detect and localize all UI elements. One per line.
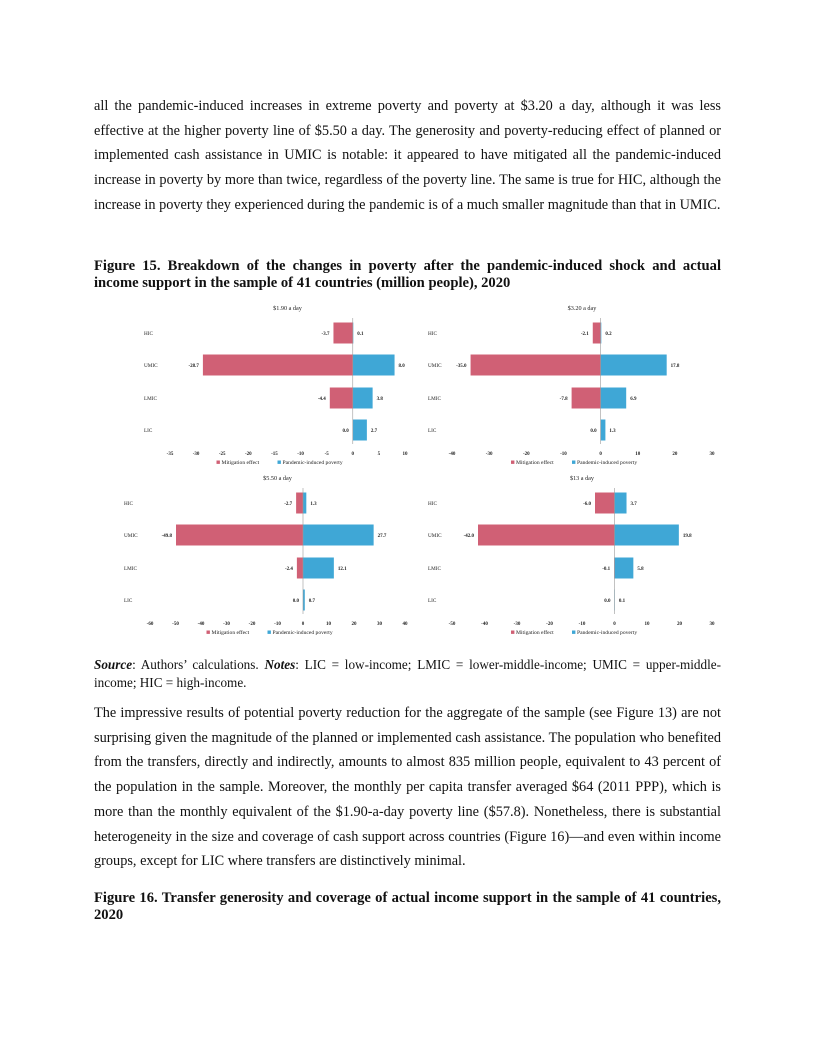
bar-pandemic-induced-poverty-lmic — [615, 558, 634, 579]
bar-pandemic-induced-poverty-umic — [303, 525, 374, 546]
legend-label-mitigation: Mitigation effect — [516, 630, 554, 636]
data-label-pandemic-induced-poverty-umic: 27.7 — [377, 534, 387, 539]
bar-mitigation-effect-hic — [593, 323, 601, 344]
bar-mitigation-effect-umic — [203, 355, 353, 376]
legend-label-mitigation: Mitigation effect — [221, 460, 260, 466]
bar-mitigation-effect-hic — [595, 493, 615, 514]
data-label-mitigation-effect-umic: -49.8 — [161, 534, 173, 539]
category-label-lic: LIC — [144, 428, 153, 434]
data-label-pandemic-induced-poverty-hic: 3.7 — [630, 502, 637, 507]
bar-mitigation-effect-lmic — [330, 388, 353, 409]
category-label-umic: UMIC — [428, 363, 442, 369]
category-label-hic: HIC — [428, 501, 437, 507]
category-label-hic: HIC — [428, 331, 437, 337]
category-label-lmic: LMIC — [144, 396, 157, 402]
legend-swatch-pandemic — [268, 631, 271, 634]
data-label-pandemic-induced-poverty-hic: 0.1 — [357, 332, 364, 337]
figure-15-caption: Figure 15. Breakdown of the changes in poverty after the pandemic-induced shock and actual income support in the sample of 41 countries (million people), 2020 — [94, 258, 721, 291]
category-label-lmic: LMIC — [428, 566, 441, 572]
bar-pandemic-induced-poverty-hic — [615, 493, 627, 514]
x-tick-label: -30 — [485, 452, 493, 457]
bar-pandemic-induced-poverty-umic — [615, 525, 679, 546]
data-label-mitigation-effect-lic: 0.0 — [342, 429, 349, 434]
x-tick-label: 30 — [709, 622, 715, 627]
x-tick-label: 0 — [613, 622, 616, 627]
data-label-mitigation-effect-hic: -3.7 — [321, 332, 330, 337]
source-text: : Authors’ calculations. — [132, 657, 265, 672]
bar-pandemic-induced-poverty-lic — [353, 420, 367, 441]
bar-pandemic-induced-poverty-umic — [353, 355, 395, 376]
x-tick-label: 30 — [377, 622, 382, 627]
chart-320-a-day — [422, 302, 717, 470]
x-tick-label: 10 — [635, 452, 641, 457]
x-tick-label: -40 — [197, 622, 205, 627]
category-label-lic: LIC — [428, 598, 437, 604]
body-paragraph-1: all the pandemic-induced increases in extreme poverty and poverty at $3.20 a day, although it was less effective at the higher poverty line of $5.50 a day. The generosity and poverty-reducing effect of planned or implemented cash assistance in UMIC is notable: it appeared to have mitigated all the pandemic-induced increase in poverty by more than twice, regardless of the poverty line. The same is true for HIC, although the increase in poverty they experienced during the pandemic is of a much smaller magnitude than that in UMIC. — [94, 98, 721, 213]
data-label-pandemic-induced-poverty-lmic: 6.9 — [630, 397, 637, 402]
category-label-lmic: LMIC — [428, 396, 441, 402]
bar-mitigation-effect-hic — [296, 493, 303, 514]
x-tick-label: -10 — [560, 452, 567, 457]
figure-16-caption: Figure 16. Transfer generosity and coverage of actual income support in the sample of 41 countries, 2020 — [94, 890, 721, 923]
data-label-mitigation-effect-hic: -2.1 — [580, 332, 589, 337]
bar-pandemic-induced-poverty-hic — [303, 493, 306, 514]
category-label-lic: LIC — [124, 598, 133, 604]
x-tick-label: 0 — [301, 622, 305, 627]
data-label-mitigation-effect-lic: 0.0 — [590, 429, 597, 434]
bar-pandemic-induced-poverty-lic — [601, 420, 606, 441]
data-label-mitigation-effect-lic: 0.0 — [604, 599, 611, 604]
x-tick-label: 20 — [677, 622, 682, 627]
x-tick-label: -20 — [244, 452, 252, 457]
bar-mitigation-effect-umic — [176, 525, 303, 546]
x-tick-label: -30 — [513, 622, 521, 627]
legend-label-pandemic: Pandemic-induced poverty — [577, 630, 638, 636]
legend-label-pandemic: Pandemic-induced poverty — [282, 460, 343, 466]
source-label: Source — [94, 657, 133, 672]
x-tick-label: -60 — [146, 622, 154, 627]
figure-notes — [94, 656, 721, 692]
category-label-umic: UMIC — [124, 533, 138, 539]
bar-mitigation-effect-lmic — [297, 558, 303, 579]
bar-mitigation-effect-hic — [333, 323, 352, 344]
data-label-pandemic-induced-poverty-lmic: 3.8 — [376, 397, 383, 402]
legend-swatch-pandemic — [572, 461, 575, 464]
data-label-pandemic-induced-poverty-lic: 0.7 — [308, 599, 316, 604]
bar-pandemic-induced-poverty-lmic — [303, 558, 334, 579]
notes-text: : LIC = low-income; LMIC = lower-middle-income; UMIC = upper-middle-income; HIC = high-income. — [94, 657, 721, 690]
data-label-pandemic-induced-poverty-umic: 8.0 — [398, 364, 405, 369]
data-label-pandemic-induced-poverty-umic: 19.8 — [682, 534, 692, 539]
x-tick-label: -20 — [522, 452, 530, 457]
chart-title: $5.50 a day — [263, 475, 292, 482]
x-tick-label: 10 — [644, 622, 650, 627]
notes-label: Notes — [264, 657, 296, 672]
legend-label-pandemic: Pandemic-induced poverty — [272, 630, 333, 636]
chart-title: $1.90 a day — [273, 305, 302, 312]
data-label-mitigation-effect-umic: -42.0 — [463, 534, 474, 539]
data-label-mitigation-effect-hic: -2.7 — [284, 502, 293, 507]
x-tick-label: -35 — [166, 452, 174, 457]
chart-190-a-day — [140, 302, 415, 470]
x-tick-label: 10 — [402, 452, 408, 457]
bar-pandemic-induced-poverty-lmic — [353, 388, 373, 409]
x-tick-label: -50 — [172, 622, 179, 627]
data-label-mitigation-effect-umic: -35.0 — [456, 364, 467, 369]
chart-550-a-day — [120, 472, 415, 640]
data-label-pandemic-induced-poverty-umic: 17.8 — [670, 364, 680, 369]
x-tick-label: -10 — [274, 622, 281, 627]
legend-swatch-mitigation — [511, 631, 514, 634]
category-label-hic: HIC — [144, 331, 153, 337]
data-label-mitigation-effect-lic: 0.0 — [292, 599, 299, 604]
legend-swatch-mitigation — [207, 631, 210, 634]
category-label-lmic: LMIC — [124, 566, 137, 572]
bar-mitigation-effect-lmic — [572, 388, 601, 409]
x-tick-label: 0 — [351, 452, 355, 457]
legend-swatch-pandemic — [278, 461, 281, 464]
legend-label-mitigation: Mitigation effect — [211, 630, 250, 636]
data-label-pandemic-induced-poverty-lic: 1.3 — [609, 429, 616, 434]
x-tick-label: -15 — [271, 452, 278, 457]
legend-swatch-mitigation — [511, 461, 514, 464]
x-tick-label: -20 — [546, 622, 553, 627]
x-tick-label: -30 — [223, 622, 230, 627]
x-tick-label: -20 — [248, 622, 256, 627]
data-label-mitigation-effect-lmic: -4.4 — [317, 397, 326, 402]
x-tick-label: -40 — [481, 622, 488, 627]
data-label-pandemic-induced-poverty-hic: 0.2 — [605, 332, 612, 337]
x-tick-label: -5 — [324, 452, 329, 457]
x-tick-label: -25 — [218, 452, 226, 457]
bar-pandemic-induced-poverty-umic — [601, 355, 667, 376]
chart-13-a-day — [422, 472, 717, 640]
x-tick-label: 40 — [402, 622, 408, 627]
x-tick-label: 5 — [377, 452, 381, 457]
category-label-lic: LIC — [428, 428, 437, 434]
legend-label-mitigation: Mitigation effect — [516, 460, 554, 466]
data-label-pandemic-induced-poverty-lic: 2.7 — [370, 429, 378, 434]
legend-swatch-mitigation — [217, 461, 220, 464]
x-tick-label: -30 — [192, 452, 200, 457]
data-label-pandemic-induced-poverty-lmic: 12.1 — [337, 567, 347, 572]
data-label-mitigation-effect-hic: -6.0 — [583, 502, 591, 507]
x-tick-label: -50 — [448, 622, 456, 627]
bar-mitigation-effect-umic — [471, 355, 601, 376]
body-paragraph-2: The impressive results of potential poverty reduction for the aggregate of the sample (see Figure 13) are not surprising given the magnitude of the planned or implemented cash assistance. The population who benefited from the transfers, directly and indirectly, amounts to almost 835 million people, equivalent to 43 percent of the population in the sample. Moreover, the monthly per capita transfer averaged $64 (2011 PPP), which is more than the monthly equivalent of the $1.90-a-day poverty line ($57.8). Nonetheless, there is substantial heterogeneity in the size and coverage of cash support across countries (Figure 16)—and even within income groups, except for LIC where transfers are distinctively minimal. — [94, 705, 721, 870]
data-label-pandemic-induced-poverty-lmic: 5.8 — [637, 567, 644, 572]
category-label-umic: UMIC — [428, 533, 442, 539]
chart-title: $3.20 a day — [567, 305, 597, 312]
x-tick-label: 20 — [351, 622, 357, 627]
x-tick-label: -40 — [448, 452, 456, 457]
data-label-pandemic-induced-poverty-lic: 0.1 — [618, 599, 626, 604]
data-label-mitigation-effect-lmic: -2.4 — [284, 567, 293, 572]
data-label-mitigation-effect-lmic: -0.1 — [602, 567, 611, 572]
x-tick-label: 20 — [672, 452, 678, 457]
data-label-pandemic-induced-poverty-hic: 1.3 — [310, 502, 317, 507]
x-tick-label: -10 — [297, 452, 304, 457]
data-label-mitigation-effect-umic: -28.7 — [188, 364, 199, 369]
bar-mitigation-effect-umic — [478, 525, 615, 546]
x-tick-label: 10 — [326, 622, 331, 627]
bar-pandemic-induced-poverty-lmic — [601, 388, 627, 409]
chart-title: $13 a day — [569, 475, 595, 482]
x-tick-label: 30 — [709, 452, 715, 457]
legend-label-pandemic: Pandemic-induced poverty — [577, 460, 638, 466]
x-tick-label: 0 — [599, 452, 602, 457]
data-label-mitigation-effect-lmic: -7.8 — [559, 397, 568, 402]
category-label-umic: UMIC — [144, 363, 158, 369]
x-tick-label: -10 — [578, 622, 586, 627]
category-label-hic: HIC — [124, 501, 133, 507]
legend-swatch-pandemic — [572, 631, 575, 634]
